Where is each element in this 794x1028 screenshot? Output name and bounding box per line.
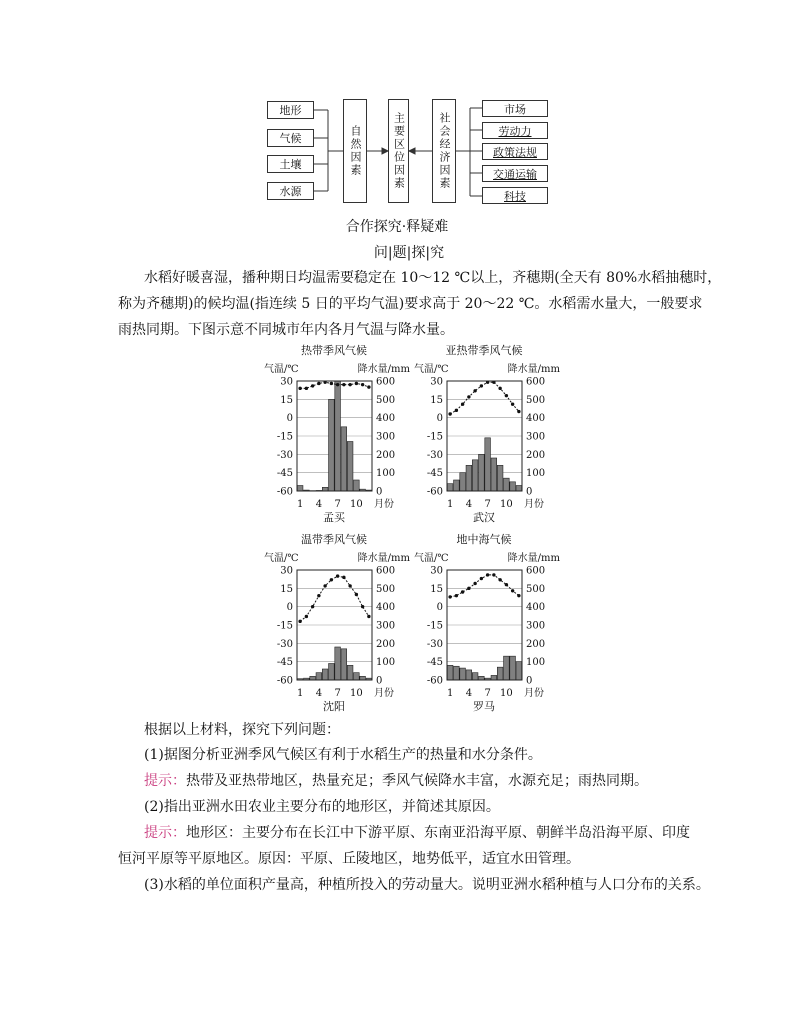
temperature-point (505, 394, 508, 397)
factor-policy (482, 143, 548, 160)
precip-bar (347, 665, 353, 680)
precip-bar (479, 676, 485, 680)
tick-label-precip: 400 (526, 413, 546, 425)
precip-bar (510, 656, 516, 680)
chart-svg (412, 343, 562, 523)
temperature-point (330, 578, 333, 581)
temperature-point (480, 577, 483, 580)
tick-label-temp: -30 (276, 638, 293, 650)
tick-label-temp: -30 (426, 638, 443, 650)
temperature-point (505, 583, 508, 586)
temperature-point (361, 383, 364, 386)
temperature-line (300, 576, 369, 621)
x-axis-label: 月份 (374, 688, 394, 699)
precip-bar (454, 480, 460, 491)
precip-bar (472, 673, 478, 680)
x-tick-label: 1 (446, 688, 454, 699)
precip-bar (504, 478, 510, 491)
lead-text: 根据以上材料，探究下列问题： (144, 722, 340, 738)
answer-2-line-1 (144, 820, 690, 846)
tick-label-temp: -45 (426, 468, 443, 480)
temperature-line (450, 382, 519, 414)
y-axis-right-label: 降水量/mm (507, 364, 560, 375)
factor-transport (482, 165, 548, 182)
precip-bar (329, 664, 335, 681)
tick-label-precip: 0 (526, 486, 533, 498)
factor-policy-label: 政策法规 (493, 145, 537, 159)
tick-label-temp: 0 (436, 602, 443, 614)
tick-label-temp: 0 (436, 413, 443, 425)
temperature-point (330, 382, 333, 385)
tick-label-temp: -60 (426, 675, 443, 687)
tick-label-precip: 600 (376, 565, 396, 577)
precip-bar (491, 675, 497, 680)
temperature-point (311, 605, 314, 608)
chart-svg (262, 532, 412, 712)
temperature-point (355, 382, 358, 385)
x-axis-label: 月份 (374, 499, 394, 510)
tick-label-precip: 300 (526, 620, 546, 632)
temperature-point (342, 383, 345, 386)
x-tick-label: 7 (334, 688, 341, 699)
factor-terrain (267, 101, 314, 119)
precip-bar (466, 465, 472, 491)
tick-label-temp: -60 (276, 675, 293, 687)
factor-soil-label: 土壤 (279, 158, 302, 171)
precip-bar (335, 647, 341, 680)
x-tick-label: 4 (465, 688, 473, 699)
tick-label-precip: 400 (376, 602, 396, 614)
precip-bar (497, 667, 503, 680)
precip-bar (485, 438, 491, 491)
precip-bar (466, 670, 472, 680)
y-axis-left-label: 气温/℃ (414, 364, 449, 375)
y-axis-left-label: 气温/℃ (264, 553, 299, 564)
temperature-point (473, 582, 476, 585)
temperature-point (361, 605, 364, 608)
tick-label-precip: 300 (526, 431, 546, 443)
tick-label-precip: 400 (526, 602, 546, 614)
precip-bar (322, 669, 328, 680)
tick-label-temp: 30 (280, 565, 293, 577)
tick-label-precip: 100 (526, 468, 546, 480)
tick-label-precip: 200 (376, 449, 396, 461)
chart-svg (412, 532, 562, 712)
tick-label-precip: 0 (376, 675, 383, 687)
chart-title: 亚热带季风气候 (445, 344, 523, 357)
temperature-point (311, 384, 314, 387)
precip-bar (491, 458, 497, 491)
tick-label-temp: 15 (430, 583, 443, 595)
temperature-point (323, 584, 326, 587)
precip-bar (447, 484, 453, 491)
x-tick-label: 10 (350, 499, 363, 510)
tick-label-temp: -15 (276, 620, 293, 632)
temperature-point (467, 395, 470, 398)
tick-label-precip: 500 (526, 394, 546, 406)
hint-label-2: 提示： (144, 825, 186, 841)
y-axis-right-label: 降水量/mm (357, 553, 410, 564)
answer-1 (144, 768, 648, 794)
precip-bar (354, 673, 360, 680)
city-label: 沈阳 (323, 700, 345, 712)
x-tick-label: 1 (296, 499, 304, 510)
factor-technology-label: 科技 (504, 189, 526, 203)
precip-bar (447, 665, 453, 680)
question-3: (3)水稻的单位面积产量高，种植所投入的劳动量大。说明亚洲水稻种植与人口分布的关系。 (144, 877, 710, 893)
x-tick-label: 10 (500, 499, 513, 510)
tick-label-temp: -15 (276, 431, 293, 443)
tick-label-temp: -30 (426, 449, 443, 461)
factor-market (482, 100, 548, 117)
chart-title: 热带季风气候 (301, 344, 367, 357)
subsection-title: 问|题|探|究 (373, 245, 445, 261)
temperature-line (450, 575, 519, 597)
precip-bar (504, 656, 510, 680)
factor-labor-label: 劳动力 (498, 124, 532, 138)
tick-label-temp: 15 (280, 583, 293, 595)
temperature-point (348, 584, 351, 587)
temperature-point (486, 573, 489, 576)
chart-svg (262, 343, 412, 523)
x-tick-label: 7 (334, 499, 341, 510)
tick-label-precip: 100 (376, 657, 396, 669)
x-tick-label: 10 (350, 688, 363, 699)
factor-soil (267, 155, 314, 173)
tick-label-temp: 15 (430, 394, 443, 406)
tick-label-temp: -15 (426, 431, 443, 443)
climate-chart-rome (412, 532, 562, 716)
hint-label-1: 提示： (144, 773, 186, 789)
x-axis-label: 月份 (524, 499, 544, 510)
city-label: 罗马 (473, 700, 495, 712)
climate-chart-mumbai (262, 343, 412, 527)
temperature-point (511, 589, 514, 592)
tick-label-precip: 200 (526, 638, 546, 650)
tick-label-temp: 30 (430, 565, 443, 577)
main-location-factors-box: 主要区位因素 (388, 99, 409, 203)
y-axis-left-label: 气温/℃ (414, 553, 449, 564)
temperature-point (336, 383, 339, 386)
temperature-point (467, 587, 470, 590)
climate-chart-shenyang (262, 532, 412, 716)
temperature-point (367, 385, 370, 388)
precip-bar (472, 460, 478, 491)
tick-label-precip: 100 (376, 468, 396, 480)
tick-label-temp: 30 (280, 376, 293, 388)
tick-label-precip: 500 (526, 583, 546, 595)
tick-label-temp: 30 (430, 376, 443, 388)
temperature-point (492, 573, 495, 576)
y-axis-right-label: 降水量/mm (507, 553, 560, 564)
precip-bar (460, 473, 466, 491)
precip-bar (479, 454, 485, 491)
precip-bar (510, 482, 516, 491)
precip-bar (341, 649, 347, 680)
factor-transport-label: 交通运输 (493, 167, 537, 181)
temperature-point (455, 594, 458, 597)
precip-bar (354, 480, 360, 491)
chart-title: 地中海气候 (456, 533, 512, 546)
temperature-point (317, 382, 320, 385)
intro-line-1: 水稻好暖喜湿，播种期日均温需要稳定在 10～12 ℃以上，齐穗期(全天有 80%水稻抽穗时， (144, 270, 722, 286)
x-tick-label: 7 (484, 688, 491, 699)
y-axis-left-label: 气温/℃ (264, 364, 299, 375)
tick-label-precip: 200 (376, 638, 396, 650)
precip-bar (335, 381, 341, 491)
factor-labor (482, 122, 548, 139)
tick-label-temp: 0 (286, 602, 293, 614)
intro-line-2: 称为齐穗期)的候均温(指连续 5 日的平均气温)要求高于 20～22 ℃。水稻需水量大，一般要求 (118, 296, 703, 312)
answer-1-text: 热带及亚热带地区，热量充足；季风气候降水丰富，水源充足；雨热同期。 (186, 773, 648, 789)
temperature-point (517, 410, 520, 413)
tick-label-temp: -45 (276, 468, 293, 480)
temperature-point (461, 590, 464, 593)
y-axis-right-label: 降水量/mm (357, 364, 410, 375)
temperature-point (336, 574, 339, 577)
tick-label-precip: 600 (526, 565, 546, 577)
x-tick-label: 7 (484, 499, 491, 510)
temperature-point (367, 615, 370, 618)
climate-chart-wuhan (412, 343, 562, 527)
precip-bar (341, 427, 347, 491)
precip-bar (310, 676, 316, 680)
tick-label-temp: -15 (426, 620, 443, 632)
precip-bar (454, 666, 460, 680)
city-label: 孟买 (323, 511, 345, 523)
temperature-point (498, 387, 501, 390)
factor-water-label: 水源 (279, 185, 302, 198)
x-tick-label: 4 (465, 499, 473, 510)
tick-label-precip: 100 (526, 657, 546, 669)
tick-label-precip: 400 (376, 413, 396, 425)
tick-label-temp: -45 (276, 657, 293, 669)
precip-bar (516, 662, 522, 680)
question-2: (2)指出亚洲水田农业主要分布的地形区，并简述其原因。 (144, 799, 500, 815)
x-tick-label: 10 (500, 688, 513, 699)
x-tick-label: 1 (446, 499, 454, 510)
temperature-point (517, 594, 520, 597)
answer-2-text-1: 地形区：主要分布在长江中下游平原、东南亚沿海平原、朝鲜半岛沿海平原、印度 (186, 825, 690, 841)
temperature-point (342, 576, 345, 579)
tick-label-temp: -60 (276, 486, 293, 498)
x-axis-label: 月份 (524, 688, 544, 699)
temperature-point (355, 593, 358, 596)
tick-label-precip: 500 (376, 394, 396, 406)
factor-market-label: 市场 (504, 102, 526, 116)
temperature-point (498, 578, 501, 581)
precip-bar (297, 486, 303, 492)
factor-technology (482, 187, 548, 204)
precip-bar (516, 486, 522, 492)
tick-label-precip: 500 (376, 583, 396, 595)
precip-bar (322, 487, 328, 491)
temperature-point (448, 412, 451, 415)
precip-bar (329, 399, 335, 491)
x-tick-label: 4 (315, 499, 323, 510)
factor-climate (267, 129, 314, 147)
tick-label-precip: 0 (526, 675, 533, 687)
city-label: 武汉 (473, 511, 495, 523)
temperature-point (511, 403, 514, 406)
factor-climate-label: 气候 (279, 132, 302, 145)
temperature-point (305, 387, 308, 390)
tick-label-precip: 600 (526, 376, 546, 388)
temperature-point (348, 383, 351, 386)
temperature-point (448, 595, 451, 598)
temperature-point (480, 384, 483, 387)
natural-factors-box: 自然因素 (343, 99, 367, 203)
chart-title: 温带季风气候 (301, 533, 367, 546)
tick-label-temp: 0 (286, 413, 293, 425)
temperature-point (473, 389, 476, 392)
factor-terrain-label: 地形 (279, 104, 302, 117)
temperature-point (305, 615, 308, 618)
temperature-point (461, 403, 464, 406)
question-1: (1)据图分析亚洲季风气候区有利于水稻生产的热量和水分条件。 (144, 747, 542, 763)
temperature-point (298, 620, 301, 623)
factor-water (267, 182, 314, 200)
temperature-point (455, 409, 458, 412)
x-tick-label: 4 (315, 688, 323, 699)
tick-label-temp: -60 (426, 486, 443, 498)
precip-bar (316, 673, 322, 680)
answer-2-line-2: 恒河平原等平原地区。原因：平原、丘陵地区，地势低平，适宜水田管理。 (118, 851, 580, 867)
tick-label-temp: -45 (426, 657, 443, 669)
tick-label-precip: 0 (376, 486, 383, 498)
temperature-point (298, 387, 301, 390)
precip-bar (347, 442, 353, 492)
tick-label-precip: 200 (526, 449, 546, 461)
section-title: 合作探究·释疑难 (345, 219, 449, 235)
x-tick-label: 1 (296, 688, 304, 699)
precip-bar (460, 668, 466, 680)
tick-label-temp: -30 (276, 449, 293, 461)
intro-line-3: 雨热同期。下图示意不同城市年内各月气温与降水量。 (118, 322, 454, 338)
temperature-point (317, 594, 320, 597)
tick-label-precip: 300 (376, 620, 396, 632)
precip-bar (497, 465, 503, 491)
precip-bar (360, 676, 366, 680)
tick-label-temp: 15 (280, 394, 293, 406)
tick-label-precip: 600 (376, 376, 396, 388)
tick-label-precip: 300 (376, 431, 396, 443)
social-factors-box: 社会经济因素 (432, 99, 456, 203)
